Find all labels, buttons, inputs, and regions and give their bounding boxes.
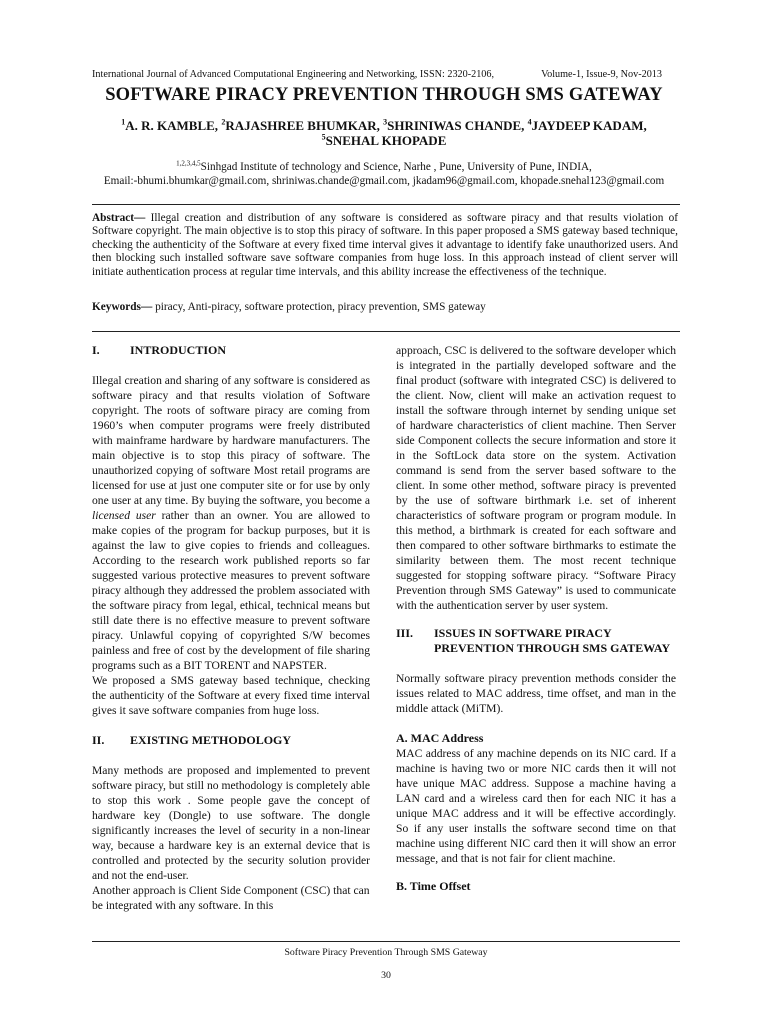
author-name: A. R. KAMBLE, <box>125 118 222 133</box>
affiliation-text: Sinhgad Institute of technology and Science, Narhe , Pune, University of Pune, INDIA, <box>200 161 592 173</box>
existing-continued-paragraph: approach, CSC is delivered to the software developer which is integrated in the partially developed software and the final product (software with integrated CSC) is delivered to the client. Now, client will make an activation request to install the software through internet by sending unique set of hardware characteristics of client machine. Then Server side Component collects the secure information and store it in the SoftLock data store on the system. Activation command is send from the server based software to the client. In some other method, software piracy is prevented by the use of software birthmark i.e. set of inherent characteristics of software program or program module. In this method, a birthmark is created for each software and then compared to other software birthmarks to estimate the similarity between them. The most recent technique suggested for stopping software piracy. “Software Piracy Prevention through SMS Gateway” is used to communicate with the authentication server by user system. <box>396 344 676 612</box>
section-title: ISSUES IN SOFTWARE PIRACY PREVENTION THROUGH SMS GATEWAY <box>434 626 671 655</box>
section-title: INTRODUCTION <box>130 343 227 357</box>
journal-header <box>92 69 662 80</box>
section-number: I. <box>92 343 100 357</box>
intro-paragraph: We proposed a SMS gateway based technique, checking the authenticity of the Software at every fixed time interval gives it save software companies from huge loss. <box>92 674 370 717</box>
right-column <box>396 343 676 894</box>
abstract <box>92 212 678 279</box>
author-sup: 5 <box>321 132 326 142</box>
mac-paragraph: MAC address of any machine depends on its NIC card. If a machine is having two or more NIC cards then it will not have unique MAC address. Suppose a machine having a LAN card and a wireless card then for each NIC it has a unique MAC address and it will be effective accordingly. So if any user installs the software second time on that machine using different NIC card then it will show an error message, and that is not fair for client machine. <box>396 747 676 865</box>
author-name: RAJASHREE BHUMKAR, <box>225 118 384 133</box>
author-name: JAYDEEP KADAM, <box>531 118 647 133</box>
intro-emphasis: licensed user <box>92 509 156 522</box>
intro-text: rather than an owner. You are allowed to make copies of the program for backup purposes, but it is against the law to give copies to friends and colleagues. According to the research work published reports so far suggested various protective measures to prevent software piracy although they addressed the problem associated with the software piracy from legal, ethical, technical means but still date there is no effective measure to prevent software piracy. Unlawful copying of copyrighted S/W becomes painless and free of cost by the development of file sharing programs such as a BIT TORENT and NAPSTER. <box>92 509 370 672</box>
subsection-heading-mac: A. MAC Address <box>396 731 484 745</box>
intro-text: Illegal creation and sharing of any software is considered as software piracy and that results violation of Software copyright. The roots of software piracy are coming from 1960’s when computer programs were freely distributed with mainframe hardware by hardware manufacturers. The main objective is to stop this piracy of software. The unauthorized copying of software Most retail programs are licensed for use at just one computer site or for use by only one user at any time. By buying the software, you become a <box>92 374 370 507</box>
author-list <box>60 118 708 148</box>
affiliation-sup: 1,2,3,4,5 <box>176 159 201 168</box>
abstract-label: Abstract— <box>92 212 146 224</box>
divider <box>92 331 680 332</box>
author-sup: 1 <box>121 117 126 127</box>
page-number: 30 <box>381 970 391 981</box>
divider <box>92 204 680 205</box>
abstract-text: Illegal creation and distribution of any software is considered as software piracy and that results violation of Software copyright. The main objective is to stop this piracy of software. In this paper proposed a SMS gateway based technique, checking the authenticity of the Software at every fixed time interval gives it advantage to identify fake unauthorized users. And then blocking such installed software save software companies from huge loss. In this approach instead of client server will initiate authentication process at regular time intervals, and this ability increase the effectiveness of the technique. <box>92 212 678 278</box>
section-heading-issues <box>396 626 676 656</box>
keywords-text: piracy, Anti-piracy, software protection, piracy prevention, SMS gateway <box>152 301 486 313</box>
existing-paragraph: Another approach is Client Side Component (CSC) that can be integrated with any software. In this <box>92 884 370 912</box>
existing-paragraph: Many methods are proposed and implemented to prevent software piracy, but still no methodology is completely able to stop this work . Some people gave the concept of hardware key (Dongle) to use software. The dongle significantly increases the level of security in a non-linear way, because a hardware key is an external device that is controlled and protected by the security solution provider and not the end-user. <box>92 764 370 882</box>
section-heading-existing <box>92 733 370 748</box>
section-title: EXISTING METHODOLOGY <box>130 733 292 747</box>
intro-paragraph <box>92 373 370 673</box>
footer-title: Software Piracy Prevention Through SMS Gateway <box>284 947 488 958</box>
footer-divider <box>92 941 680 942</box>
journal-issue: Volume-1, Issue-9, Nov-2013 <box>541 69 662 80</box>
left-column <box>92 343 370 913</box>
section-number: II. <box>92 733 105 747</box>
journal-name: International Journal of Advanced Computational Engineering and Networking, ISSN: 2320-2106, <box>92 69 495 80</box>
keywords-label: Keywords— <box>92 301 153 313</box>
section-heading-introduction <box>92 343 370 358</box>
author-sup: 4 <box>527 117 532 127</box>
subsection-heading-time-offset: B. Time Offset <box>396 879 471 893</box>
paper-title: SOFTWARE PIRACY PREVENTION THROUGH SMS GATEWAY <box>105 85 663 105</box>
author-sup: 3 <box>383 117 388 127</box>
issues-paragraph: Normally software piracy prevention methods consider the issues related to MAC address, time offset, and man in the middle attack (MiTM). <box>396 672 676 715</box>
section-number: III. <box>396 626 414 640</box>
author-name: SHRINIWAS CHANDE, <box>387 118 528 133</box>
author-name: SNEHAL KHOPADE <box>325 133 447 148</box>
author-sup: 2 <box>221 117 226 127</box>
affiliation <box>40 160 728 188</box>
author-emails: Email:-bhumi.bhumkar@gmail.com, shriniwas.chande@gmail.com, jkadam96@gmail.com, khopade.snehal123@gmail.com <box>103 175 665 187</box>
keywords <box>92 301 678 314</box>
